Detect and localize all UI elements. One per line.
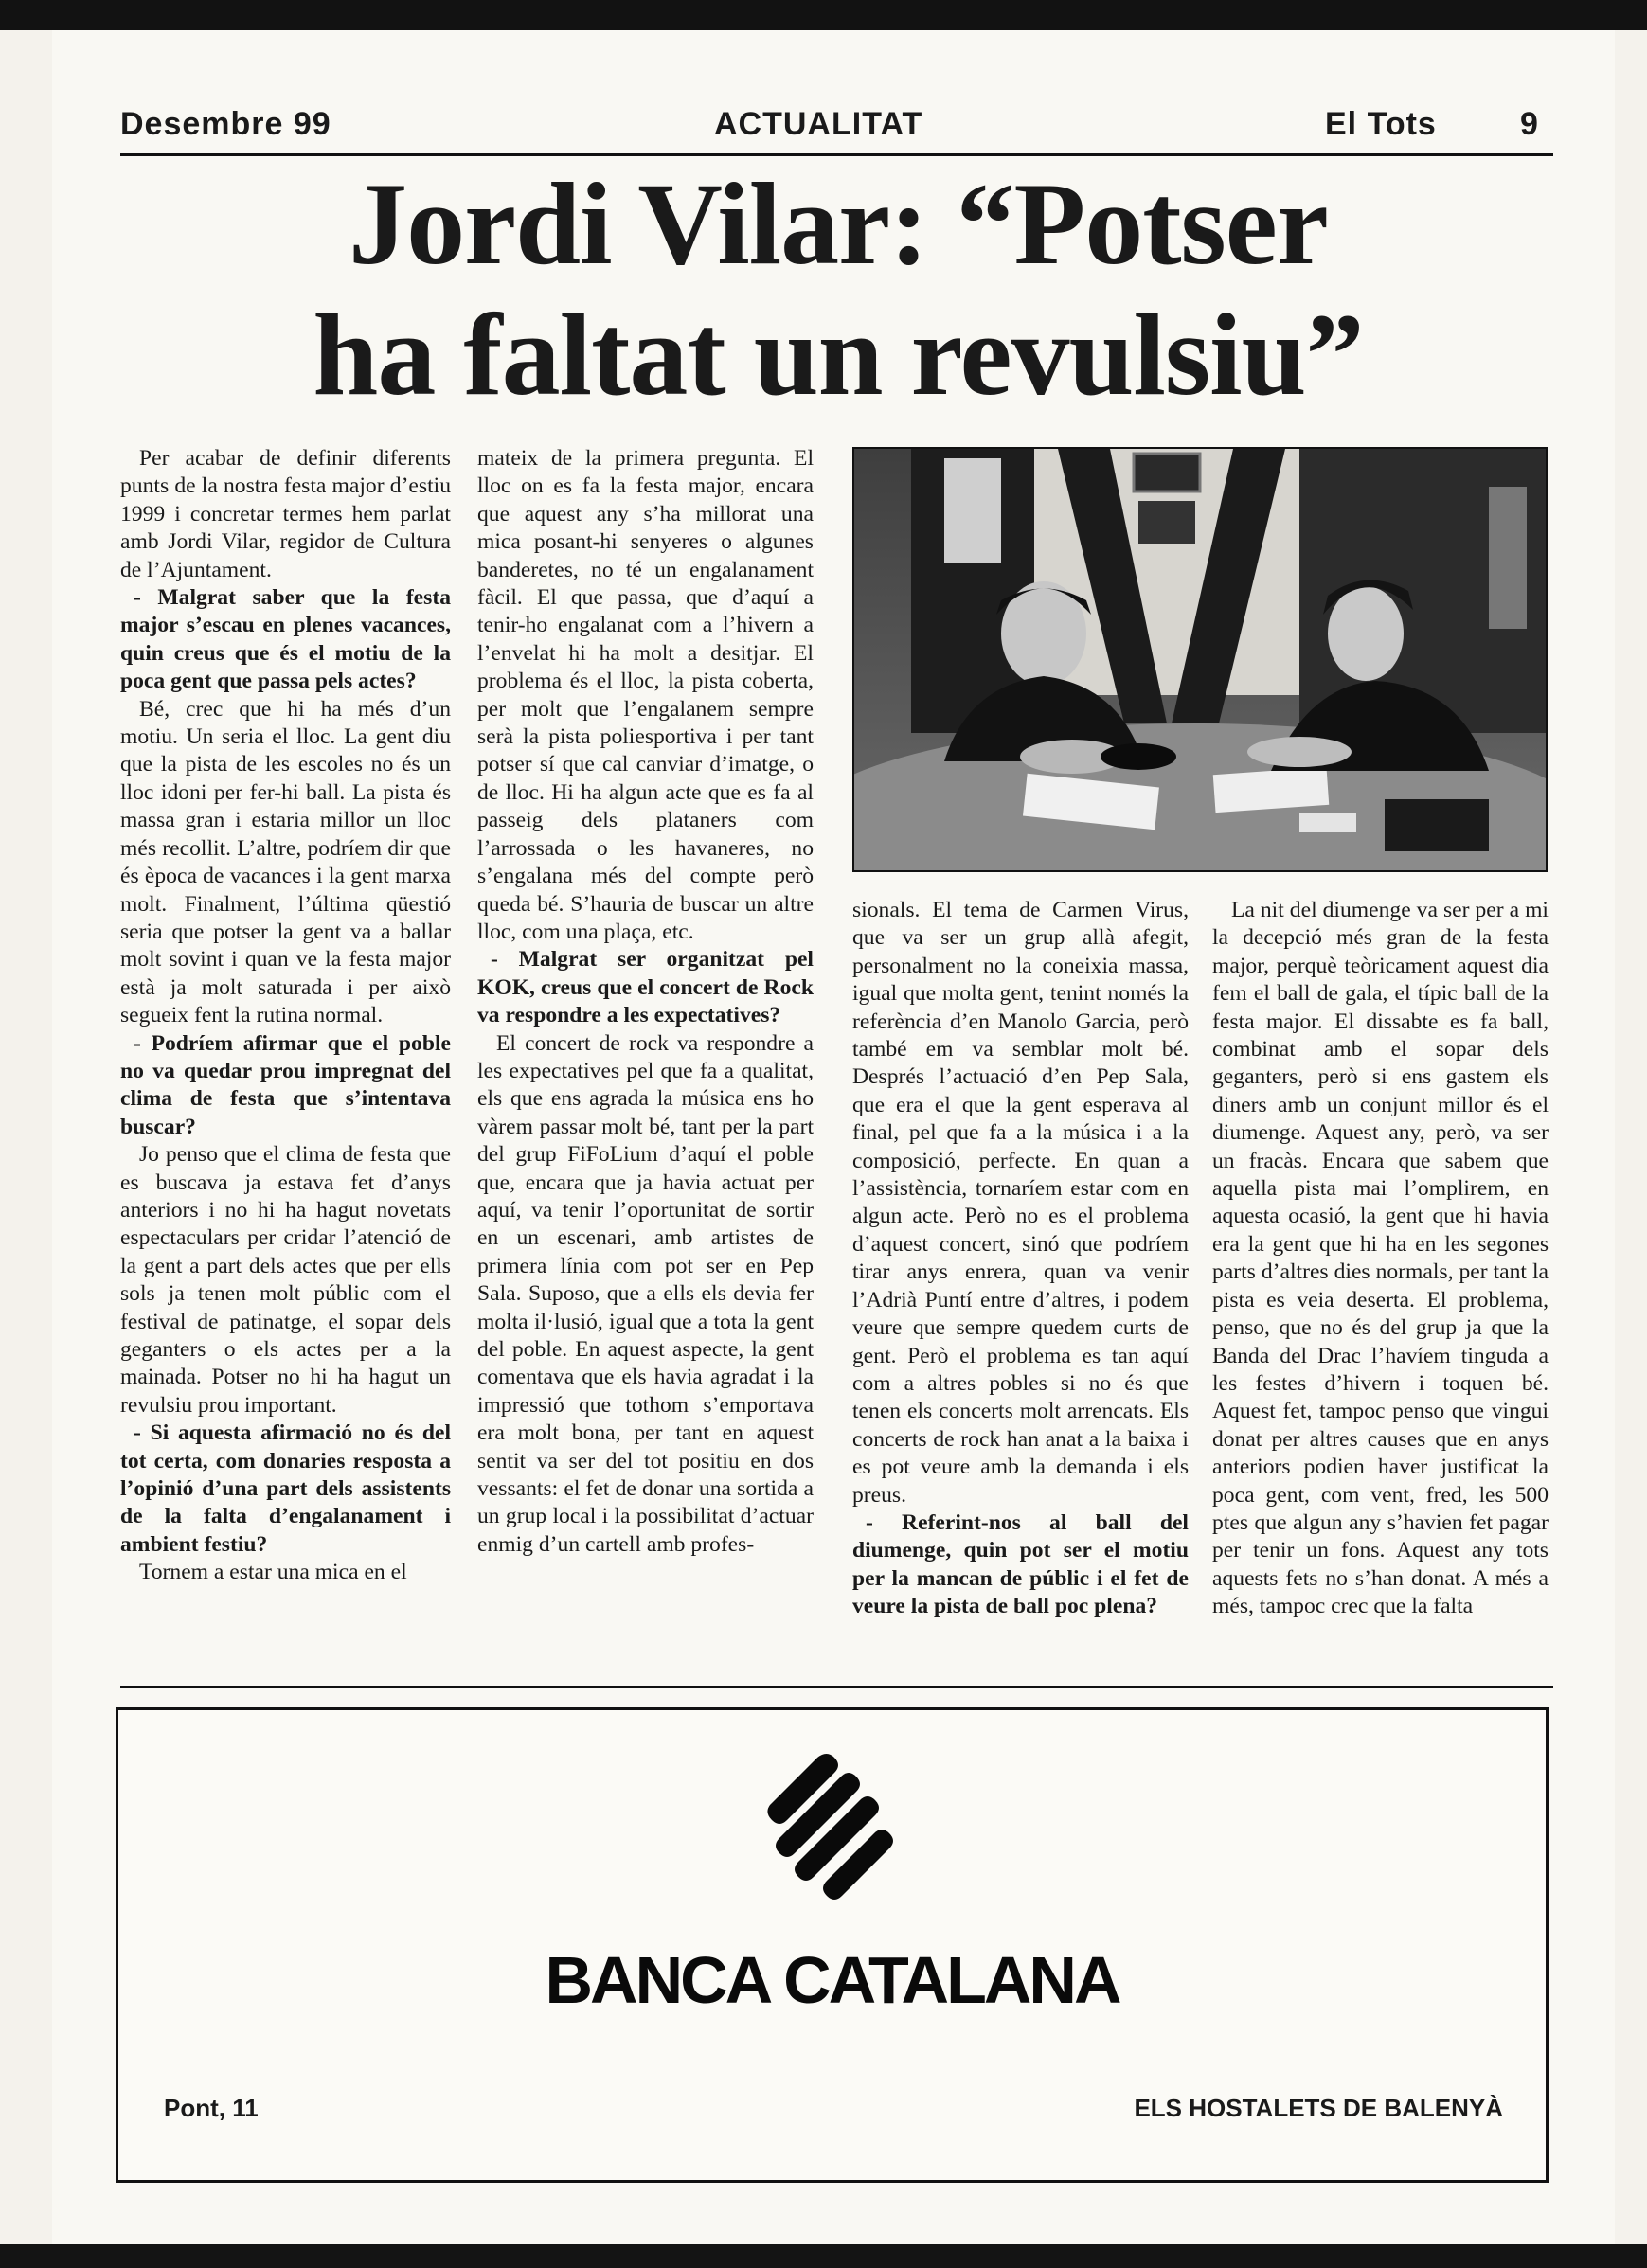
interview-photo xyxy=(852,447,1548,872)
section-name: ACTUALITAT xyxy=(714,106,923,142)
article-paragraph: Jo penso que el clima de festa que es buscava ja estava fet d’anys anteriors i no hi ha hagut novetats espectaculars per cridar l’atenció de la gent a part dels actes que per ells sols ja tenen molt públic com el festival de patinatge, el sopar dels geganters o els actes per a la mainada. Potser no hi ha hagut un revulsiu prou important. xyxy=(120,1142,451,1418)
interview-question: - Si aquesta afirmació no és del tot certa, com donaries resposta a l’opinió d’una part dels assistents de la falta d’engalanament i ambient festiu? xyxy=(120,1420,451,1557)
interview-question: - Podríem afirmar que el poble no va quedar prou impregnat del clima de festa que s’intentava buscar? xyxy=(120,1030,451,1139)
article-paragraph: El concert de rock va respondre a les expectatives pel que fa a qualitat, els que ens agrada la música ens ho vàrem passar molt bé, tant per la part del grup FiFoLium d’aquí el poble que, encara que ja havia actuat per aquí, va tenir l’oportunitat de sortir en un escenari, amb artistes de primera línia com pot ser en Pep Sala. Suposo, que a ells els devia fer molta il·lusió, igual que a tota la gent del poble. En aquest aspecte, la gent comentava que els havia agradat i la impressió que tothom s’emportava era molt bona, per tant en aquest sentit va ser del tot positiu en dos vessants: el fet de donar una sortida a un grup local i la possibilitat d’actuar enmig d’un cartell amb profes- xyxy=(477,1030,814,1557)
headline-line-1: Jordi Vilar: “Potser xyxy=(349,159,1328,289)
page-number: 9 xyxy=(1520,106,1539,142)
interview-photo-illustration xyxy=(854,449,1546,870)
article-paragraph: sionals. El tema de Carmen Virus, que va ser un grup allà afegit, personalment no la coneixia massa, igual que molta gent, tenint només la referència d’en Manolo Garcia, però també em va semblar molt bé. Després l’actuació d’en Pep Sala, que era el que la gent esperava al final, pel que fa a la música i a la composició, perfecte. En quan a l’assistència, tornaríem estar com en algun acte. Però no es el problema d’aquest concert, sinó que podríem tirar anys enrera, quan va venir l’Adrià Puntí entre d’altres, i podem veure que sempre quedem curts de gent. Però el problema es tan aquí com a altres pobles si no és que tenen els concerts molt arrencats. Els concerts de rock han anat a la baixa i es pot veure amb la demanda i els preus. xyxy=(852,898,1189,1508)
header-rule xyxy=(120,153,1553,156)
article-paragraph: La nit del diumenge va ser per a mi la decepció més gran de la festa major, perquè teòricament aquest dia fem el ball de gala, el típic ball de la festa major. El dissabte es fa ball, combinat amb el sopar dels geganters, però si ens gastem els diners amb un conjunt millor és el diumenge. Aquest any, però, va ser un fracàs. Encara que sabem que aquella pista mai l’omplirem, en aquesta ocasió, la gent que hi havia era la gent que hi ha en les segones parts d’altres dies normals, per tant la pista es veia deserta. El problema, penso, que no és del grup ja que la Banda del Drac l’havíem tinguda a les festes d’hivern i toquen bé. Aquest fet, tampoc penso que vingui donat per altres causes que en anys anteriors podien haver justificat la poca gent, com vent, fred, les 500 ptes que algun any s’havien fet pagar per tenir un fons. Aquest any tots aquests fets no s’han donat. A més a més, tampoc crec que la falta xyxy=(1212,898,1549,1619)
headline-line-2: ha faltat un revulsiu” xyxy=(313,290,1364,420)
scan-top-border xyxy=(0,0,1647,30)
article-headline xyxy=(142,159,1534,420)
issue-date: Desembre 99 xyxy=(120,106,331,142)
article-paragraph: Per acabar de definir diferents punts de la nostra festa major d’estiu 1999 i concretar termes hem parlat amb Jordi Vilar, regidor de Cultura de l’Ajuntament. xyxy=(120,446,451,582)
banca-catalana-logo-icon xyxy=(751,1748,903,1900)
article-paragraph: Bé, crec que hi ha més d’un motiu. Un seria el lloc. La gent diu que la pista de les escoles no és un lloc idoni per fer-hi ball. La pista és massa gran i estaria millor un lloc més recollit. L’altre, podríem dir que és època de vacances i la gent marxa molt. Finalment, l’última qüestió seria que potser la gent va a ballar molt sovint i quan ve la festa major està ja molt saturada i per això segueix fent la rutina normal. xyxy=(120,696,451,1028)
article-column-4 xyxy=(1212,897,1549,1621)
advertiser-name: BANCA CATALANA xyxy=(545,1943,1119,2017)
interview-question: - Referint-nos al ball del diumenge, quin pot ser el motiu per la mancan de públic i el fet de veure la pista de ball poc plena? xyxy=(852,1509,1189,1619)
scan-bottom-border xyxy=(0,2244,1647,2268)
page-header xyxy=(120,106,1553,150)
article-column-3 xyxy=(852,897,1189,1621)
advertiser-address: Pont, 11 xyxy=(164,2094,259,2122)
advertiser-town: ELS HOSTALETS DE BALENYÀ xyxy=(1134,2094,1503,2122)
article-paragraph: mateix de la primera pregunta. El lloc on es fa la festa major, encara que aquest any s’ha millorat una mica posant-hi senyeres o algunes banderetes, no té un engalanament fàcil. El que passa, que d’aquí a tenir-ho engalanat com a l’hivern a l’envelat hi ha molt a desitjar. El problema és el lloc, la pista coberta, per molt que l’engalanem sempre serà la pista poliesportiva i per tant potser sí que cal canviar d’imatge, o de lloc. Hi ha algun acte que es fa al passeig dels plataners com l’arrossada o les havaneres, no s’engalana més del compte però queda bé. S’hauria de buscar un altre lloc, com una plaça, etc. xyxy=(477,446,814,944)
interview-question: - Malgrat saber que la festa major s’escau en plenes vacances, quin creus que és el motiu de la poca gent que passa pels actes? xyxy=(120,585,451,694)
article-bottom-rule xyxy=(120,1686,1553,1688)
article-column-1 xyxy=(120,445,451,1587)
publication-name: El Tots xyxy=(1325,106,1437,142)
article-column-2 xyxy=(477,445,814,1559)
interview-question: - Malgrat ser organitzat pel KOK, creus que el concert de Rock va respondre a les expectatives? xyxy=(477,947,814,1028)
advertisement-box xyxy=(116,1707,1549,2183)
article-paragraph: Tornem a estar una mica en el xyxy=(139,1560,407,1585)
